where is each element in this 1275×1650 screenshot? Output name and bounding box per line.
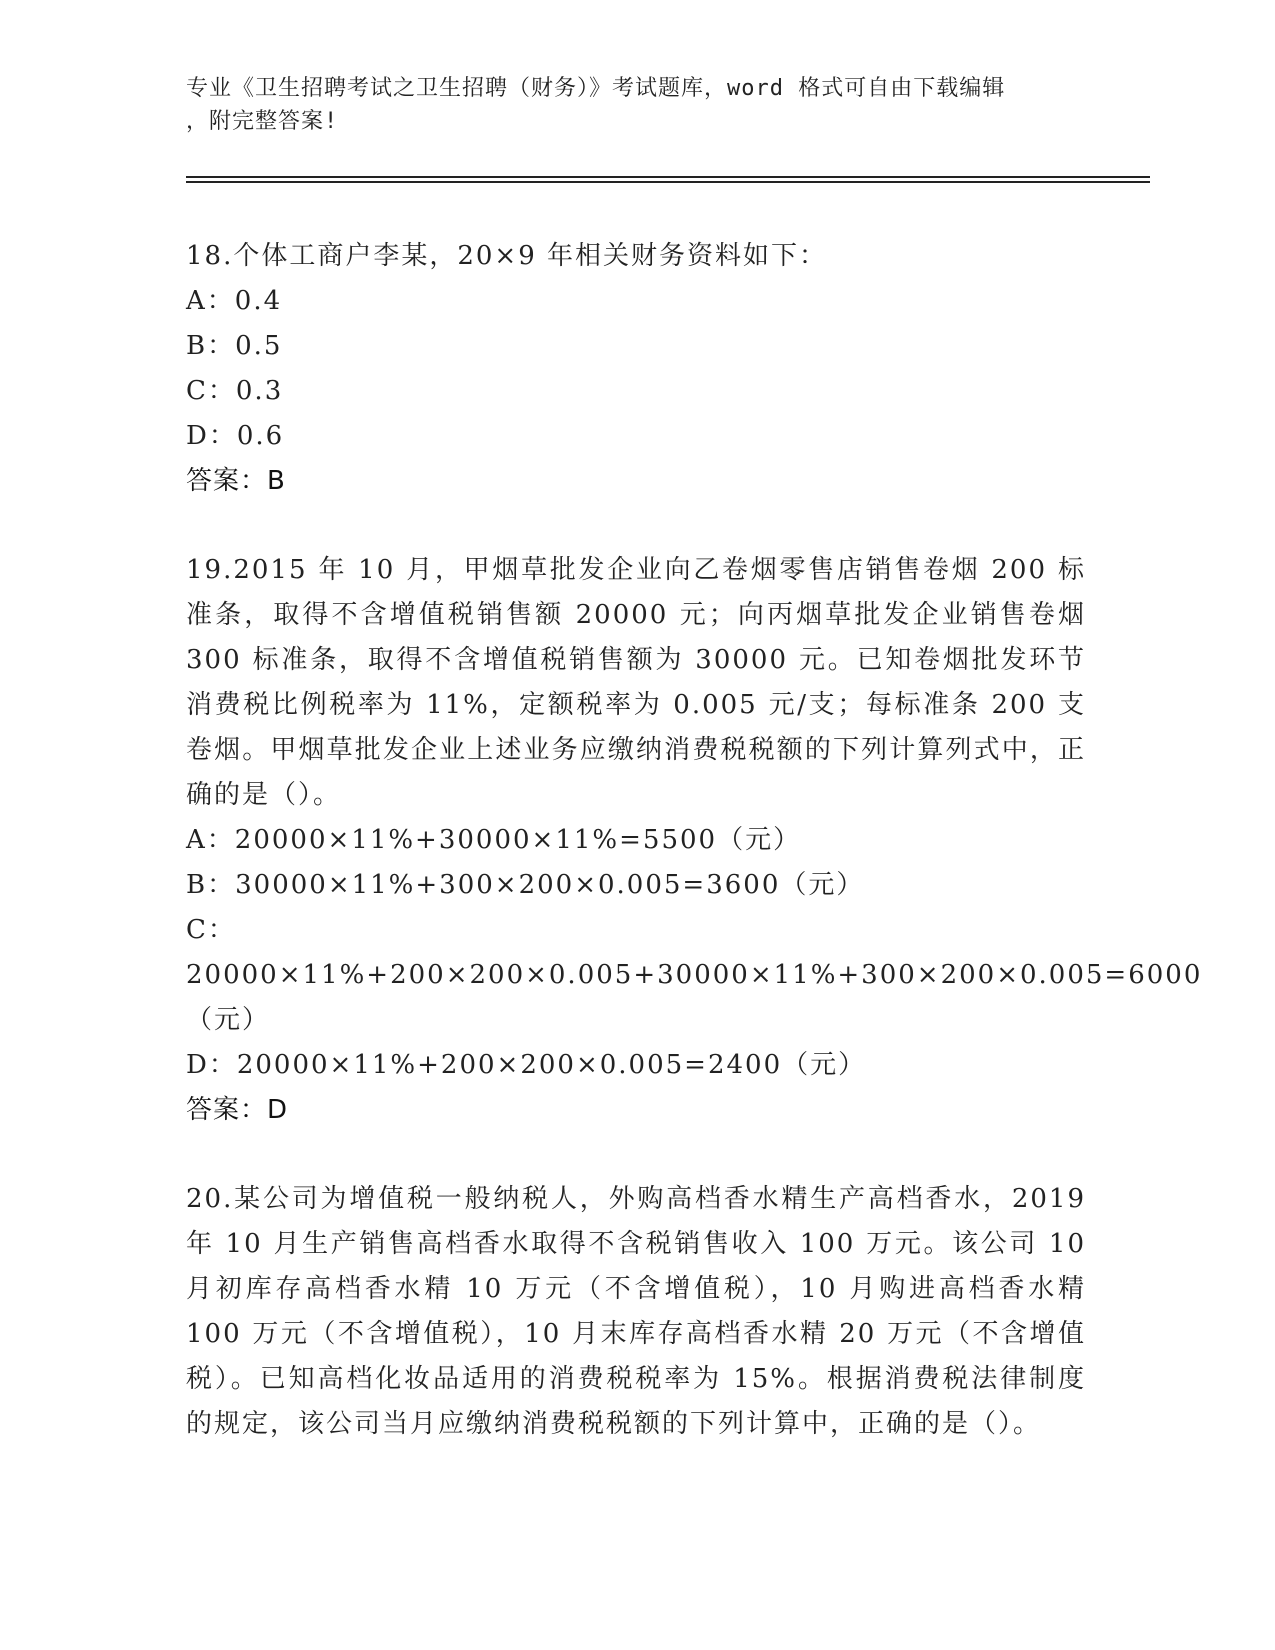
option-b: B：0.5 <box>186 331 283 361</box>
document-header <box>186 72 1066 138</box>
option-d: D：20000×11%+200×200×0.005=2400（元） <box>186 1050 867 1080</box>
answer: 答案：D <box>186 1095 289 1125</box>
question-18 <box>186 234 1086 504</box>
header-line-2: ，附完整答案! <box>186 109 339 134</box>
option-a: A：0.4 <box>186 286 283 316</box>
option-a: A：20000×11%+30000×11%=5500（元） <box>186 825 802 855</box>
question-stem: 19.2015 年 10 月，甲烟草批发企业向乙卷烟零售店销售卷烟 200 标准条，取得不含增值税销售额 20000 元；向丙烟草批发企业销售卷烟 300 标准条，取得不含增值税销售额为 30000 元。已知卷烟批发环节消费税比例税率为 11%，定额税率为 0.005 元/支；每标准条 200 支卷烟。甲烟草批发企业上述业务应缴纳消费税税额的下列计算列式中，正确的是（）。 <box>186 555 1086 810</box>
option-c: C：0.3 <box>186 376 284 406</box>
header-line-1: 专业《卫生招聘考试之卫生招聘（财务）》考试题库，word 格式可自由下载编辑 <box>186 76 1006 101</box>
option-c: C：20000×11%+200×200×0.005+30000×11%+300×200×0.005=6000（元） <box>186 915 1203 1035</box>
question-19 <box>186 548 1203 1133</box>
option-b: B：30000×11%+300×200×0.005=3600（元） <box>186 870 865 900</box>
header-divider-bottom <box>186 181 1150 183</box>
question-list <box>186 234 1203 1491</box>
question-stem: 18.个体工商户李某，20×9 年相关财务资料如下： <box>186 241 828 271</box>
question-stem: 20.某公司为增值税一般纳税人，外购高档香水精生产高档香水，2019 年 10 月生产销售高档香水取得不含税销售收入 100 万元。该公司 10 月初库存高档香水精 10 万元（不含增值税），10 月购进高档香水精 100 万元（不含增值税），10 月末库存高档香水精 20 万元（不含增值税）。已知高档化妆品适用的消费税税率为 15%。根据消费税法律制度的规定，该公司当月应缴纳消费税税额的下列计算中，正确的是（）。 <box>186 1184 1086 1439</box>
header-divider-top <box>186 176 1150 178</box>
question-20 <box>186 1177 1086 1447</box>
answer: 答案：B <box>186 466 286 496</box>
option-d: D：0.6 <box>186 421 285 451</box>
